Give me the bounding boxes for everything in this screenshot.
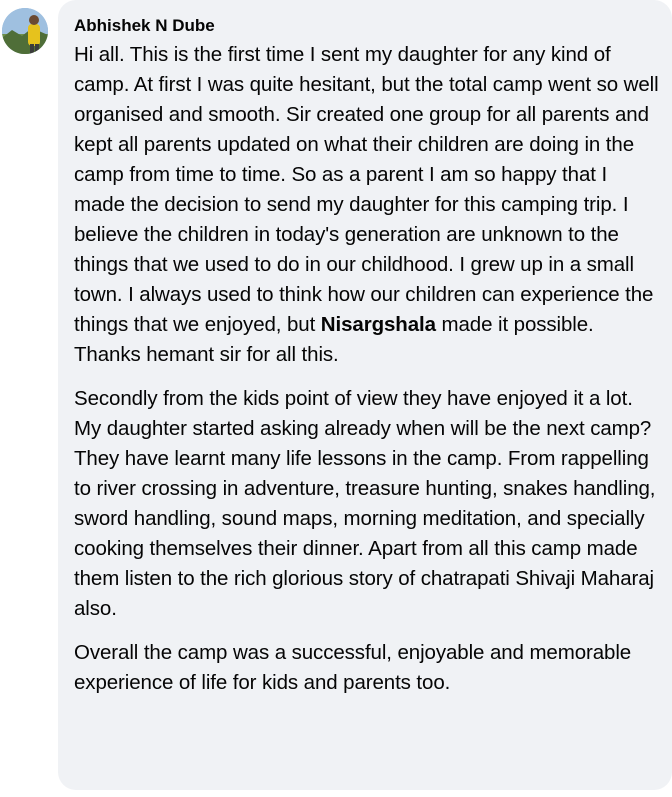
comment-paragraph-2: Secondly from the kids point of view they have enjoyed it a lot. My daughter started asking already when will be the next camp? They have learnt many life lessons in the camp. From rappelling to river crossing in adventure, treasure hunting, snakes handling, sword handling, sound maps, morning meditation, and specially cooking themselves their dinner. Apart from all this camp made them listen to the rich glorious story of chatrapati Shivaji Maharaj also. — [74, 387, 656, 620]
comment-paragraph-3: Overall the camp was a successful, enjoyable and memorable experience of life for kids and parents too. — [74, 641, 632, 694]
comment-bubble — [58, 0, 672, 790]
author-name[interactable]: Abhishek N Dube — [74, 16, 215, 35]
page-mention[interactable]: Nisargshala — [320, 313, 436, 336]
author-avatar[interactable] — [2, 8, 48, 54]
profile-photo-icon — [2, 8, 48, 54]
paragraph-1-text-start: Hi all. This is the first time I sent my daughter for any kind of camp. At first I was quite hesitant, but the total camp went so well organised and smooth. Sir created one group for all parents and kept all parents updated on what their children are doing in the camp from time to time. So as a parent I am so happy that I made the decision to send my daughter for this camping trip. I believe the children in today's generation are unknown to the things that we used to do in our childhood. I grew up in a small town. I always used to think how our children can experience the things that we enjoyed, but — [74, 43, 659, 336]
comment-paragraph-1 — [74, 40, 662, 370]
paragraph-1-text-end: made it possible. Thanks hemant sir for all this. — [74, 313, 594, 366]
